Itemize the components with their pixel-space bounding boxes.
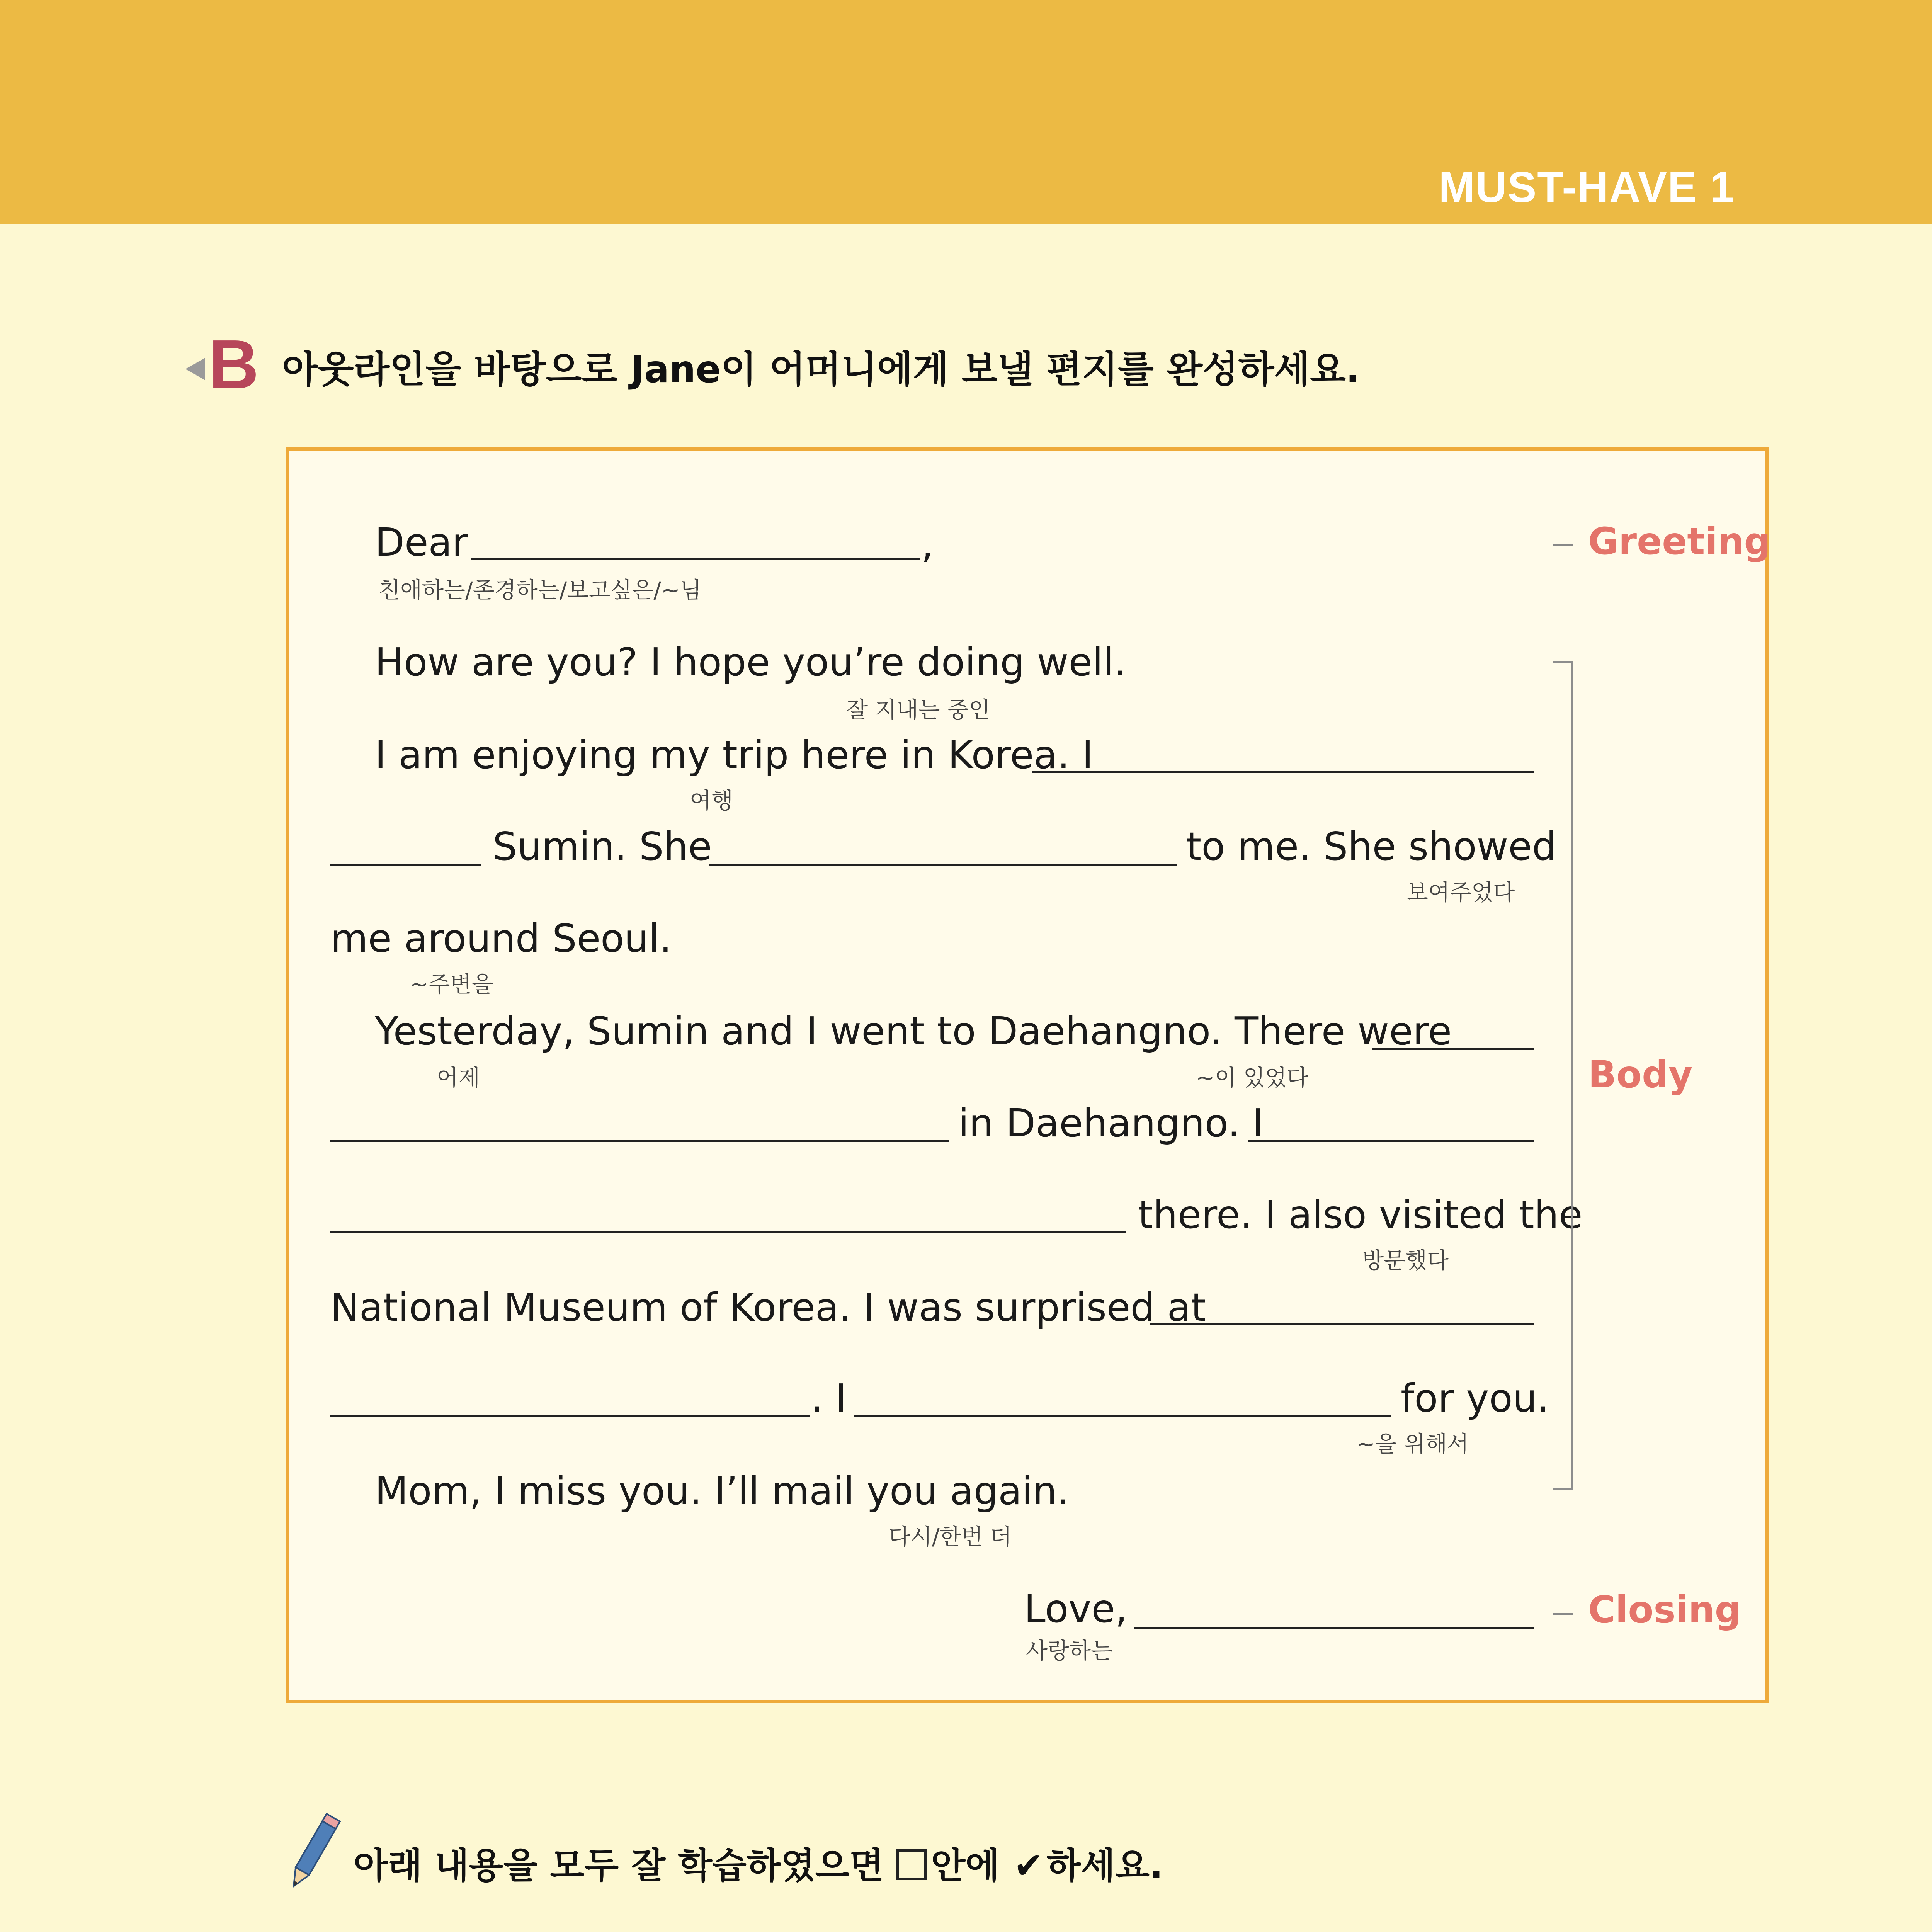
checklist-title-start: 아래 내용을 모두 잘 학습하였으면: [354, 1845, 884, 1886]
badge-letter: B: [209, 327, 259, 396]
gloss-again: 다시/한번 더: [889, 1524, 1012, 1550]
line-enjoying: I am enjoying my trip here in Korea. I: [375, 732, 1094, 777]
blank-signature[interactable]: [1134, 1627, 1534, 1629]
blank-i-did-2[interactable]: [330, 1231, 1126, 1233]
blank-there-were-1[interactable]: [1372, 1048, 1534, 1050]
blank-recipient[interactable]: [471, 558, 920, 560]
line-mom: Mom, I miss you. I’ll mail you again.: [375, 1468, 1070, 1514]
blank-there-were-2[interactable]: [330, 1140, 949, 1142]
line-to-me: to me. She showed: [1186, 824, 1557, 869]
line-in-daehangno: in Daehangno. I: [958, 1100, 1264, 1146]
line-there: there. I also visited the: [1138, 1192, 1583, 1237]
blank-met[interactable]: [1032, 771, 1534, 773]
gloss-yesterday: 어제: [437, 1065, 480, 1091]
checkmark-icon: ✔: [1014, 1845, 1044, 1886]
header-label: MUST-HAVE 1: [1439, 163, 1735, 211]
greeting-dash: [1553, 544, 1573, 546]
checklist-title-mid: 안에: [931, 1845, 1000, 1886]
gloss-visited: 방문했다: [1362, 1247, 1449, 1274]
line-for-you: for you.: [1401, 1376, 1549, 1421]
pencil-icon: [278, 1808, 348, 1897]
line-how-are-you: How are you? I hope you’re doing well.: [375, 639, 1126, 685]
blank-surprised-2[interactable]: [330, 1415, 810, 1417]
gloss-around: ~주변을: [410, 971, 493, 997]
body-bracket: [1553, 661, 1573, 1490]
checkbox-glyph: [896, 1849, 927, 1880]
gloss-trip: 여행: [690, 787, 733, 814]
body-label: Body: [1588, 1053, 1693, 1096]
blank-i-did-1[interactable]: [1248, 1140, 1534, 1142]
gloss-dear: 친애하는/존경하는/보고싶은/~님: [379, 577, 702, 603]
gloss-for: ~을 위해서: [1356, 1431, 1469, 1457]
section-b-badge: [185, 327, 270, 396]
closing-dash: [1553, 1613, 1573, 1615]
section-title: 아웃라인을 바탕으로 Jane이 어머니에게 보낼 편지를 완성하세요.: [282, 348, 1360, 391]
line-sumin: Sumin. She: [493, 824, 712, 869]
line-around-seoul: me around Seoul.: [330, 916, 672, 961]
dear-comma: ,: [921, 522, 934, 567]
dear-text: Dear: [375, 520, 468, 565]
love-text: Love,: [1024, 1586, 1128, 1631]
closing-label: Closing: [1588, 1588, 1742, 1631]
gloss-love: 사랑하는: [1026, 1638, 1113, 1664]
gloss-showed: 보여주었다: [1406, 879, 1515, 905]
greeting-label: Greeting: [1588, 520, 1771, 563]
blank-friend[interactable]: [330, 864, 481, 866]
line-yesterday: Yesterday, Sumin and I went to Daehangno. There were: [375, 1009, 1452, 1054]
blank-bought[interactable]: [854, 1415, 1391, 1417]
gloss-there-were: ~이 있었다: [1196, 1065, 1309, 1091]
blank-she-was[interactable]: [709, 864, 1177, 866]
line-period-i: . I: [811, 1376, 847, 1421]
blank-surprised-1[interactable]: [1150, 1323, 1534, 1325]
line-museum: National Museum of Korea. I was surprised at: [330, 1285, 1206, 1330]
checklist-title: [354, 1837, 1163, 1888]
gloss-doing-well: 잘 지내는 중인: [846, 697, 991, 723]
checklist-title-end: 하세요.: [1046, 1845, 1163, 1886]
letter-box: [286, 447, 1769, 1703]
